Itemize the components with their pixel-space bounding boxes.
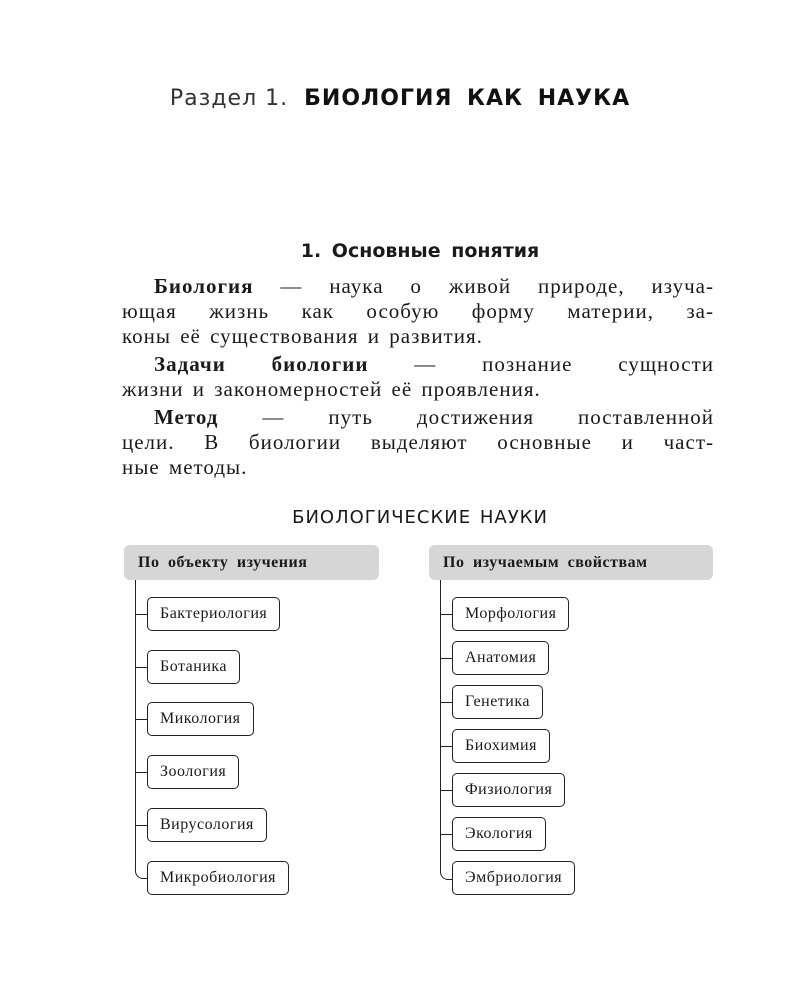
science-botany: Ботаника — [147, 650, 240, 684]
tree-connector — [440, 614, 452, 615]
term-biology: Биология — [154, 274, 254, 298]
tree-connector — [440, 580, 441, 870]
science-anatomy: Анатомия — [452, 641, 549, 675]
section-label: Раздел — [169, 86, 258, 111]
topic-title: 1. Основные понятия — [300, 240, 540, 262]
science-mycology: Микология — [147, 702, 254, 736]
tree-connector — [440, 746, 452, 747]
paragraph-line: Метод — путь достижения поставленной — [154, 405, 715, 429]
section-heading — [0, 86, 800, 111]
paragraph-line: Биология — наука о живой природе, изуча- — [154, 274, 714, 298]
paragraph-line: ные методы. — [122, 455, 248, 479]
science-zoology: Зоология — [147, 755, 239, 789]
tree-connector — [135, 825, 147, 826]
science-ecology: Экология — [452, 817, 546, 851]
science-bacteriology: Бактериология — [147, 597, 280, 631]
paragraph-line: коны её существования и развития. — [122, 324, 483, 348]
tree-connector — [135, 772, 147, 773]
tree-connector — [135, 580, 136, 870]
science-physiology: Физиология — [452, 773, 565, 807]
diagram-title: БИОЛОГИЧЕСКИЕ НАУКИ — [292, 507, 548, 528]
section-number: 1. — [265, 86, 289, 111]
paragraph-line: цели. В биологии выделяют основные и част- — [122, 430, 714, 454]
tree-connector — [440, 834, 452, 835]
paragraph-line: Задачи биологии — познание сущности — [154, 352, 715, 376]
paragraph-biology — [122, 274, 714, 349]
column-header-by-properties: По изучаемым свойствам — [429, 545, 713, 580]
tree-connector — [135, 614, 147, 615]
paragraph-tasks — [122, 352, 714, 402]
science-microbiology: Микробиология — [147, 861, 289, 895]
term-tasks: Задачи биологии — [154, 352, 369, 376]
section-title: БИОЛОГИЯ КАК НАУКА — [304, 86, 631, 111]
tree-connector — [135, 667, 147, 668]
column-header-by-object: По объекту изучения — [124, 545, 379, 580]
tree-connector — [440, 790, 452, 791]
science-virology: Вирусология — [147, 808, 267, 842]
science-morphology: Морфология — [452, 597, 569, 631]
paragraph-line: жизни и закономерностей её проявления. — [122, 377, 541, 401]
tree-connector — [440, 658, 452, 659]
science-genetics: Генетика — [452, 685, 543, 719]
paragraph-line: ющая жизнь как особую форму материи, за- — [122, 299, 714, 323]
term-method: Метод — [154, 405, 219, 429]
science-embryology: Эмбриология — [452, 861, 575, 895]
tree-connector — [135, 719, 147, 720]
paragraph-method — [122, 405, 714, 480]
tree-connector — [440, 702, 452, 703]
science-biochemistry: Биохимия — [452, 729, 550, 763]
